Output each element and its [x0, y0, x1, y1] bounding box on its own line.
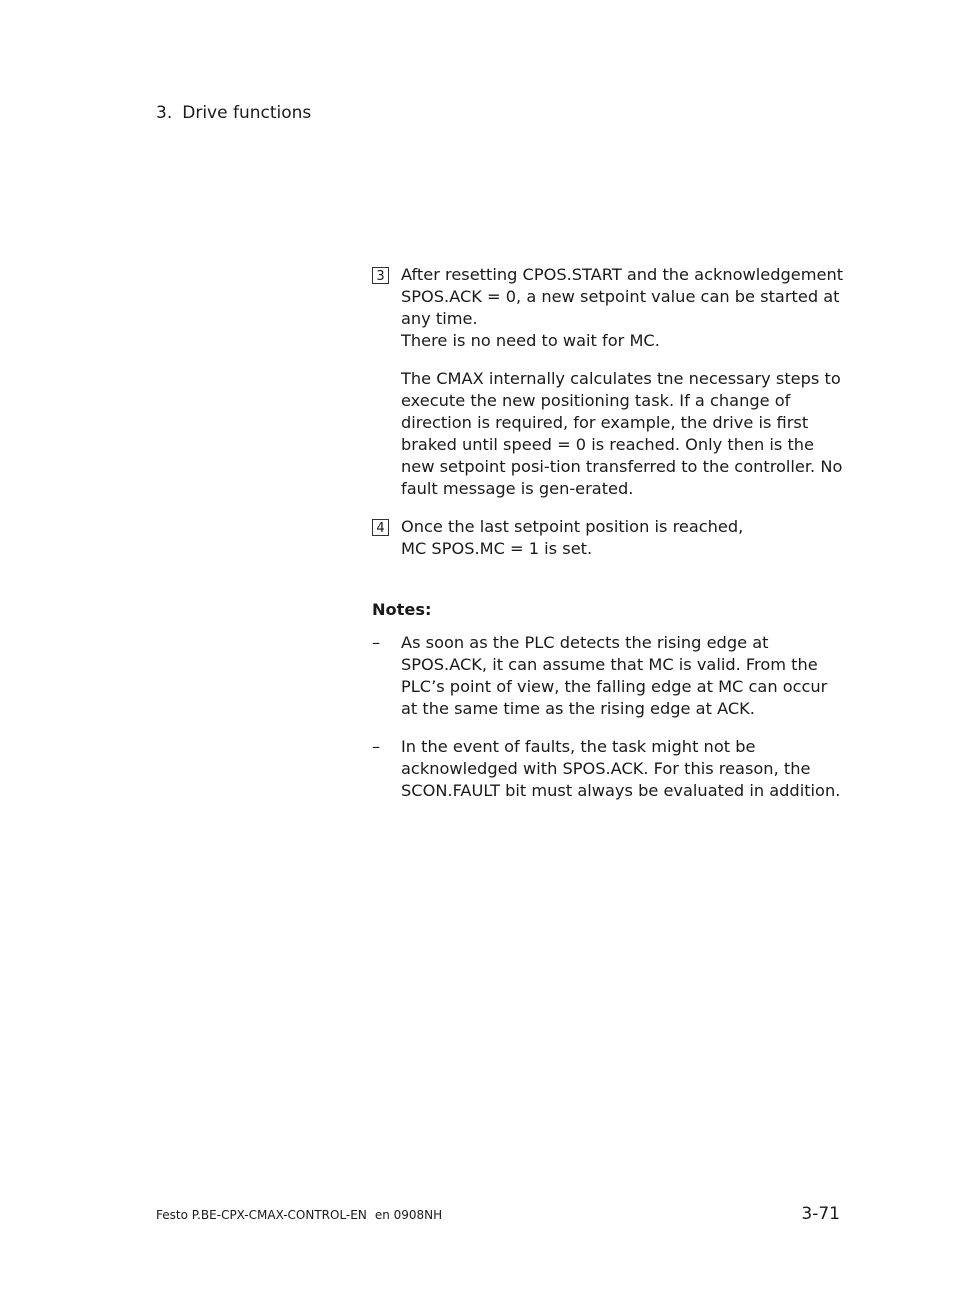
footer-document-info — [156, 1207, 442, 1223]
footer-language-version: en 0908NH — [374, 1208, 443, 1222]
note-text: As soon as the PLC detects the rising edge at SPOS.ACK, it can assume that MC is valid. From the PLC’s point of view, the falling edge at MC can occur at the same time as the rising edge at ACK. — [401, 633, 828, 718]
dash-bullet: – — [372, 633, 381, 652]
note-item — [372, 736, 848, 802]
note-item — [372, 632, 848, 720]
step-line: After resetting CPOS.START and the acknowledgement SPOS.ACK = 0, a new setpoint value can be started at any time. — [401, 265, 844, 328]
step-line: There is no need to wait for MC. — [401, 331, 660, 350]
footer-document-id: Festo P.BE-CPX-CMAX-CONTROL-EN — [156, 1208, 367, 1222]
step-line: MC SPOS.MC = 1 is set. — [401, 539, 593, 558]
step-text — [401, 516, 848, 560]
notes-heading: Notes: — [372, 600, 432, 619]
chapter-header — [156, 102, 311, 124]
step-number-box: 3 — [372, 267, 389, 284]
step-text — [401, 264, 848, 352]
note-text: In the event of faults, the task might not be acknowledged with SPOS.ACK. For this reason, the SCON.FAULT bit must always be evaluated in addition. — [401, 737, 841, 800]
dash-bullet: – — [372, 737, 381, 756]
page-number: 3-71 — [801, 1204, 840, 1224]
chapter-title: Drive functions — [182, 103, 312, 123]
step-3 — [372, 264, 848, 352]
step-line: Once the last setpoint position is reached, — [401, 517, 744, 536]
step-number-box: 4 — [372, 519, 389, 536]
cmax-paragraph: The CMAX internally calculates tne necessary steps to execute the new positioning task. If a change of direction is required, for example, the drive is first braked until speed = 0 is reached. Only then is the new setpoint posi-tion transferred to the controller. No fault message is gen-erated. — [401, 369, 843, 498]
chapter-number: 3. — [156, 103, 173, 123]
step-4 — [372, 516, 848, 560]
